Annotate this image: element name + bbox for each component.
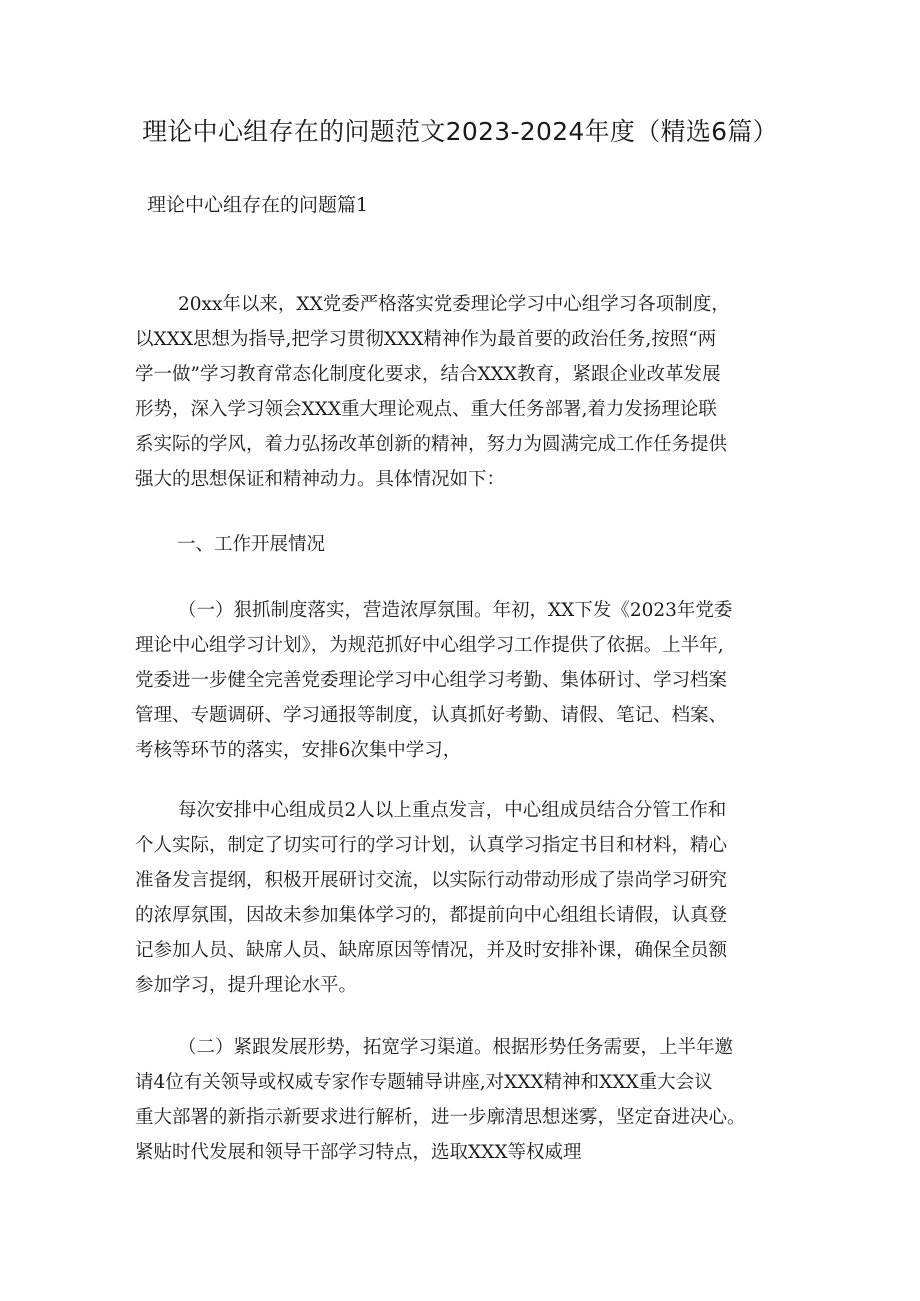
paragraph-line: 以XXX思想为指导,把学习贯彻XXX精神作为最首要的政治任务,按照“两 [135, 329, 717, 350]
paragraph-line: 个人实际，制定了切实可行的学习计划，认真学习指定书目和材料，精心 [135, 835, 728, 856]
paragraph-line: 准备发言提纲，积极开展研讨交流，以实际行动带动形成了崇尚学习研究 [135, 870, 728, 891]
document-title: 理论中心组存在的问题范文2023-2024年度（精选6篇） [142, 117, 778, 146]
paragraph-line: 考核等环节的落实，安排6次集中学习， [135, 740, 462, 761]
paragraph-line: 理论中心组学习计划》，为规范抓好中心组学习工作提供了依据。上半年, [135, 635, 724, 656]
paragraph-2 [135, 793, 790, 1003]
paragraph-line: 党委进一步健全完善党委理论学习中心组学习考勤、集体研讨、学习档案 [135, 670, 728, 691]
paragraph-line: 管理、专题调研、学习通报等制度，认真抓好考勤、请假、笔记、档案、 [135, 705, 728, 726]
paragraph-line: 请4位有关领导或权威专家作专题辅导讲座,对XXX精神和XXX重大会议 [135, 1072, 713, 1093]
paragraph-line: 形势，深入学习领会XXX重大理论观点、重大任务部署,着力发扬理论联 [135, 399, 717, 420]
paragraph-line: 学一做”学习教育常态化制度化要求，结合XXX教育，紧跟企业改革发展 [135, 364, 721, 385]
section-heading: 一、工作开展情况 [177, 534, 326, 555]
paragraph-3 [135, 1030, 790, 1170]
document-subtitle: 理论中心组存在的问题篇1 [147, 194, 369, 216]
paragraph-line: 的浓厚氛围，因故未参加集体学习的，都提前向中心组组长请假，认真登 [135, 905, 728, 926]
paragraph-line: 系实际的学风，着力弘扬改革创新的精神，努力为圆满完成工作任务提供 [135, 434, 728, 455]
paragraph-line: 记参加人员、缺席人员、缺席原因等情况，并及时安排补课，确保全员额 [135, 940, 728, 961]
paragraph-line: 每次安排中心组成员2人以上重点发言，中心组成员结合分管工作和 [178, 800, 727, 821]
paragraph-line: 强大的思想保证和精神动力。具体情况如下： [135, 469, 506, 490]
paragraph-line: 20xx年以来，XX党委严格落实党委理论学习中心组学习各项制度， [178, 294, 730, 315]
paragraph-line: 重大部署的新指示新要求进行解析，进一步廓清思想迷雾，坚定奋进决心。 [135, 1107, 746, 1128]
intro-paragraph [135, 287, 790, 497]
paragraph-line: 紧贴时代发展和领导干部学习特点，选取XXX等权威理 [135, 1142, 582, 1163]
paragraph-line: （二）紧跟发展形势，拓宽学习渠道。根据形势任务需要，上半年邀 [178, 1037, 734, 1058]
paragraph-line: 参加学习，提升理论水平。 [135, 975, 358, 996]
paragraph-line: （一）狠抓制度落实，营造浓厚氛围。年初，XX下发《2023年党委 [178, 600, 733, 621]
paragraph-1 [135, 593, 790, 768]
